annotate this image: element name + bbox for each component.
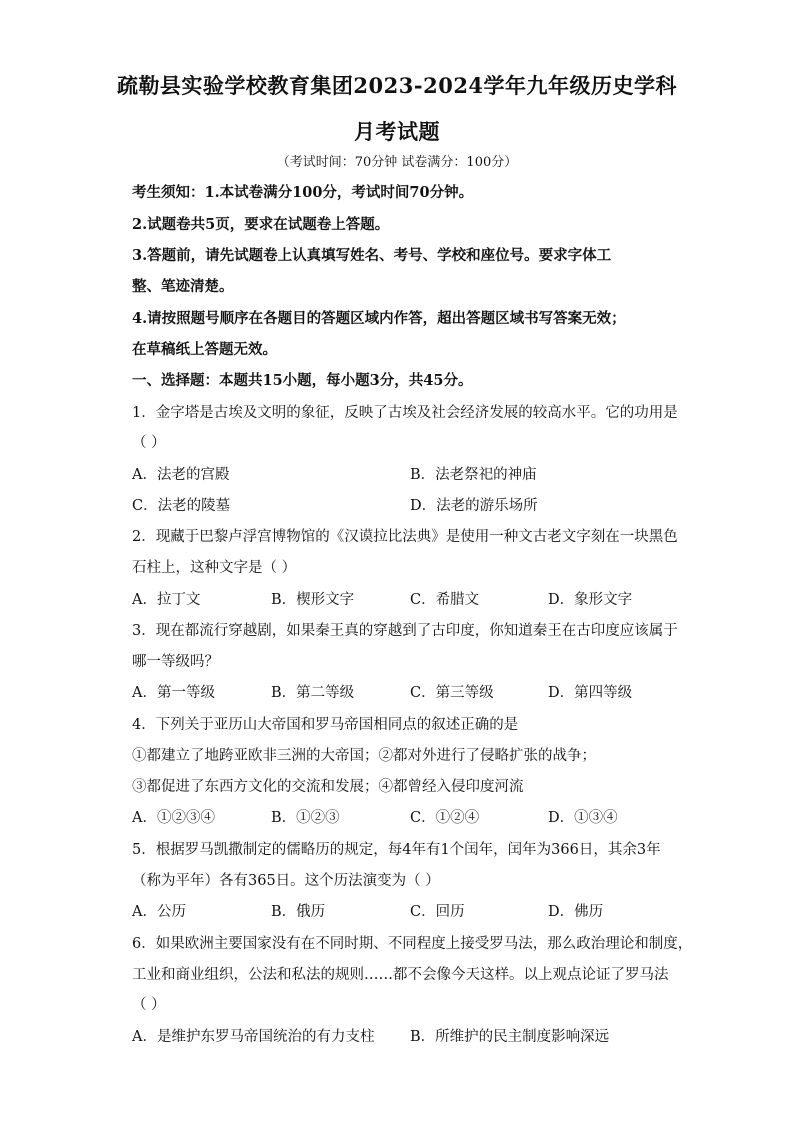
- q2-option-b[interactable]: B．楔形文字: [271, 592, 355, 608]
- q2-option-c[interactable]: C．希腊文: [410, 592, 480, 608]
- notice-line-1: 考生须知：1.本试卷满分100分，考试时间70分钟。: [132, 184, 474, 201]
- q1-option-c[interactable]: C．法老的陵墓: [132, 498, 231, 514]
- q5-stem-line1: 5．根据罗马凯撒制定的儒略历的规定，每4年有1个闰年，闰年为366日，其余3年: [132, 842, 661, 858]
- q1-option-d[interactable]: D．法老的游乐场所: [410, 498, 538, 514]
- q4-option-c[interactable]: C．①②④: [410, 810, 480, 826]
- exam-title-line1: 疏勒县实验学校教育集团2023-2024学年九年级历史学科: [116, 73, 678, 98]
- q4-option-a[interactable]: A．①②③④: [132, 810, 215, 826]
- notice-line-5: 4.请按照题号顺序在各题目的答题区域内作答，超出答题区域书写答案无效；: [132, 310, 626, 327]
- q5-option-a[interactable]: A．公历: [132, 904, 186, 920]
- q5-option-d[interactable]: D．佛历: [548, 904, 604, 920]
- q2-stem-line1: 2．现藏于巴黎卢浮宫博物馆的《汉谟拉比法典》是使用一种文古老文字刻在一块黑色: [132, 529, 678, 545]
- notice-line-3: 3.答题前，请先试题卷上认真填写姓名、考号、学校和座位号。要求字体工: [132, 247, 612, 264]
- q1-stem-line2: （ ）: [132, 435, 166, 451]
- q5-option-c[interactable]: C．回历: [410, 904, 465, 920]
- q5-stem-line2: （称为平年）各有365日。这个历法演变为（ ）: [132, 873, 440, 889]
- q3-option-b[interactable]: B．第二等级: [271, 685, 355, 701]
- notice-line-2: 2.试题卷共5页，要求在试题卷上答题。: [132, 216, 390, 233]
- q3-stem-line2: 哪一等级吗？: [132, 654, 219, 670]
- q3-option-c[interactable]: C．第三等级: [410, 685, 494, 701]
- q5-option-b[interactable]: B．俄历: [271, 904, 326, 920]
- q4-stem-line3: ③都促进了东西方文化的交流和发展；④都曾经入侵印度河流: [132, 779, 524, 795]
- q4-option-b[interactable]: B．①②③: [271, 810, 340, 826]
- q4-stem-line1: 4．下列关于亚历山大帝国和罗马帝国相同点的叙述正确的是: [132, 717, 519, 733]
- q6-stem-line3: （ ）: [132, 997, 166, 1013]
- notice-line-4: 整、笔迹清楚。: [132, 278, 234, 295]
- exam-title-line2: 月考试题: [354, 119, 440, 144]
- q3-stem-line1: 3．现在都流行穿越剧，如果秦王真的穿越到了古印度，你知道秦王在古印度应该属于: [132, 623, 678, 639]
- q2-option-a[interactable]: A．拉丁文: [132, 592, 201, 608]
- q6-option-b[interactable]: B．所维护的民主制度影响深远: [410, 1029, 610, 1045]
- exam-subtitle: （考试时间：70分钟 试卷满分：100分）: [276, 155, 518, 170]
- q1-stem-line1: 1．金字塔是古埃及文明的象征，反映了古埃及社会经济发展的较高水平。它的功用是: [132, 405, 678, 421]
- q2-stem-line2: 石柱上，这种文字是（ ）: [132, 560, 297, 576]
- notice-line-6: 在草稿纸上答题无效。: [132, 341, 277, 358]
- section-heading: 一、选择题：本题共15小题，每小题3分，共45分。: [132, 372, 473, 389]
- q6-stem-line1: 6．如果欧洲主要国家没有在不同时期、不同程度上接受罗马法，那么政治理论和制度，: [132, 936, 693, 952]
- q3-option-d[interactable]: D．第四等级: [548, 685, 633, 701]
- q6-stem-line2: 工业和商业组织，公法和私法的规则……都不会像今天这样。以上观点论证了罗马法: [132, 967, 669, 983]
- q2-option-d[interactable]: D．象形文字: [548, 592, 633, 608]
- q1-option-a[interactable]: A．法老的宫殿: [132, 467, 230, 483]
- q6-option-a[interactable]: A．是维护东罗马帝国统治的有力支柱: [132, 1029, 375, 1045]
- q4-stem-line2: ①都建立了地跨亚欧非三洲的大帝国；②都对外进行了侵略扩张的战争；: [132, 748, 596, 764]
- q3-option-a[interactable]: A．第一等级: [132, 685, 215, 701]
- q1-option-b[interactable]: B．法老祭祀的神庙: [410, 467, 537, 483]
- q4-option-d[interactable]: D．①③④: [548, 810, 618, 826]
